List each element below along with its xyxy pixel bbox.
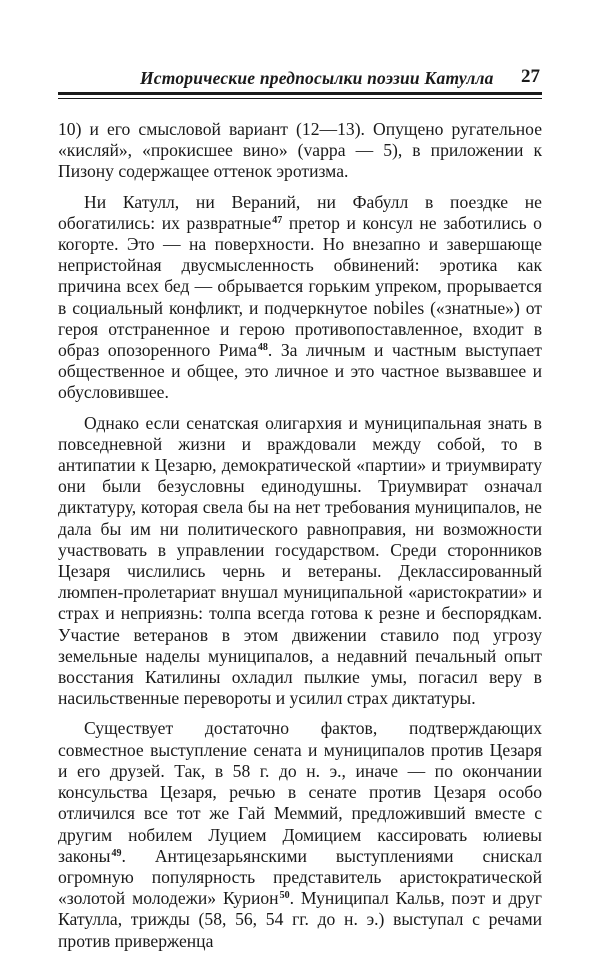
paragraph-3-text: Однако если сенатская олигархия и муниципальная знать в повседневной жизни и враждовали между собой, то в антипатии к Цезарю, демократической «партии» и триумвирату они были безусловны единодушны. Триумвират означал диктатуру, которая свела бы на нет требования муниципалов, не дала бы им ни политического равноправия, ни возможности участвовать в управлении государством. Среди сторонников Цезаря числились чернь и ветераны. Деклассированный люмпен-пролетариат внушал муниципальной «аристократии» и страх и неприязнь: толпа всегда готова к резне и беспорядкам. Участие ветеранов в этом движении ставило под угрозу земельные наделы муниципалов, а недавний печальный опыт восстания Катилины охладил пылкие умы, погасил веру в насильственные перевороты и усилил страх диктатуры. bbox=[58, 412, 542, 709]
paragraph-4-text-b: . Антицезарьянскими выступлениями снискал огромную популярность представитель аристократической «золотой молодежи» Курион bbox=[58, 845, 542, 909]
page-header bbox=[58, 66, 542, 95]
footnote-ref-49: 49 bbox=[111, 847, 122, 859]
paragraph-2-text-c: . За личным и частным выступает общественное и общее, это личное и это частное вызвавшее и обусловившее. bbox=[58, 340, 542, 403]
paragraph-3 bbox=[58, 413, 542, 710]
book-page bbox=[58, 66, 542, 961]
footnote-ref-47: 47 bbox=[272, 214, 283, 226]
running-title: Исторические предпосылки поэзии Катулла bbox=[140, 68, 494, 88]
paragraph-1 bbox=[58, 119, 542, 183]
paragraph-4-text-c: . Муниципал Кальв, поэт и друг Катулла, трижды (58, 56, 54 гг. до н. э.) выступал с речами против приверженца bbox=[58, 888, 542, 951]
body-text bbox=[58, 119, 542, 952]
footnote-ref-50: 50 bbox=[279, 890, 290, 902]
paragraph-2-text-b: претор и консул не заботились о когорте. Это — на поверхности. Но внезапно и завершающе непристойная двусмысленность обвинений: эротика как причина всех бед — обрывается горьким упреком, прорывается в социальный конфликт, и подчеркнутое nobiles («знатные») от героя отстраненное и герою противопоставленное, входит в образ опозоренного Рима bbox=[58, 212, 542, 361]
footnote-ref-48: 48 bbox=[257, 342, 268, 354]
paragraph-2-text-a: Ни Катулл, ни Вераний, ни Фабулл в поездке не обогатились: их развратные bbox=[58, 191, 542, 233]
paragraph-2 bbox=[58, 192, 542, 404]
page-number: 27 bbox=[521, 66, 540, 87]
paragraph-1-text: 10) и его смысловой вариант (12—13). Опущено ругательное «кисляй», «прокисшее вино» (vappa — 5), в приложении к Пизону содержащее оттенок эротизма. bbox=[58, 119, 542, 182]
paragraph-4 bbox=[58, 718, 542, 951]
paragraph-4-text-a: Существует достаточно фактов, подтверждающих совместное выступление сената и муниципалов против Цезаря и его друзей. Так, в 58 г. до н. э., иначе — по окончании консульства Цезаря, речью в сенате против Цезаря особо отличился все тот же Гай Меммий, предложивший вместе с другим нобилем Луцием Домицием кассировать юлиевы законы bbox=[58, 718, 542, 866]
